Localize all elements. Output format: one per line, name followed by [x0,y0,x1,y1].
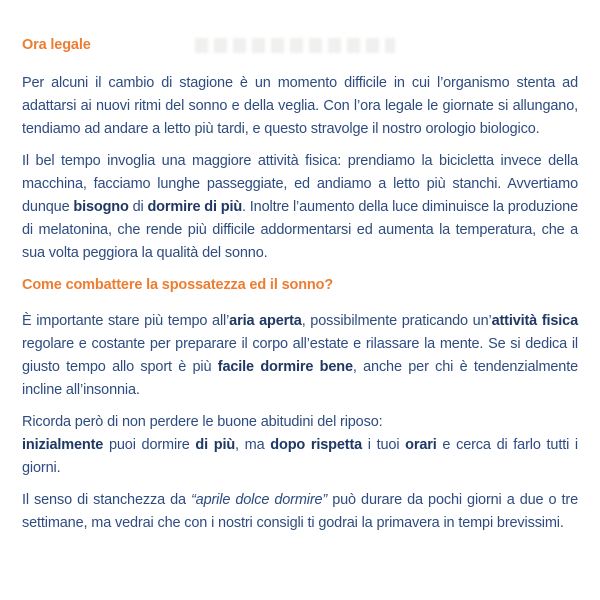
paragraph-aria-aperta [22,310,578,402]
bold-text-run: inizialmente [22,437,104,453]
bold-text-run: facile dormire bene [217,359,353,375]
bold-text-run: dormire di più [147,199,243,215]
text-run: , ma [235,437,271,453]
heading-come-combattere: Come combattere la spossatezza ed il sonno? [22,277,334,293]
paragraph-bel-tempo [22,150,578,265]
bold-text-run: dopo rispetta [270,437,363,453]
text-run: regolare e costante per preparare il corpo all’estate e rilassare la mente. Se si dedica il giusto tempo allo sport è più [22,336,578,375]
paragraph-cambio-di-stagione [22,72,578,141]
text-run: , possibilmente praticando un’ [301,313,492,329]
bold-text-run: di più [195,437,236,453]
bold-text-run: orari [405,437,437,453]
bold-text-run: attività fisica [491,313,578,329]
text-run: e cerca di farlo tutti i giorni. [22,437,578,476]
text-run: Il bel tempo invoglia una maggiore attività fisica: prendiamo la bicicletta invece della macchina, facciamo lunghe passeggiate, ed andiamo a letto più stanchi. Avvertiamo dunque [22,153,578,215]
text-run: Per alcuni il cambio di stagione è un momento difficile in cui l’organismo stenta ad adattarsi ai nuovi ritmi del sonno e della veglia. Con l’ora legale le giornate si allungano, tendiamo ad andare a letto più tardi, e questo stravolge il nostro orologio biologico. [22,75,578,137]
heading-ora-legale: Ora legale [22,37,91,53]
text-run: può durare da pochi giorni a due o tre settimane, ma vedrai che con i nostri consigli ti godrai la primavera in tempi brevissimi. [22,492,578,531]
text-run: , anche per chi è tendenzialmente incline all’insonnia. [22,359,578,398]
text-run: È importante stare più tempo all’ [22,313,230,329]
bold-text-run: aria aperta [229,313,302,329]
bold-text-run: bisogno [73,199,129,215]
text-run: Il senso di stanchezza da [22,492,191,508]
paragraph-senso-di-stanchezza [22,489,578,535]
text-run: . Inoltre l’aumento della luce diminuisce la produzione di melatonina, che rende più difficile addormentarsi ed aumenta la temperatura, che a sua volta peggiora la qualità del sonno. [22,199,578,261]
text-run: puoi dormire [103,437,196,453]
text-run: i tuoi [362,437,406,453]
paragraph-buone-abitudini [22,411,578,480]
text-run: Ricorda però di non perdere le buone abitudini del riposo: [22,414,383,430]
italic-text-run: “aprile dolce dormire” [191,492,328,508]
text-run: di [128,199,148,215]
